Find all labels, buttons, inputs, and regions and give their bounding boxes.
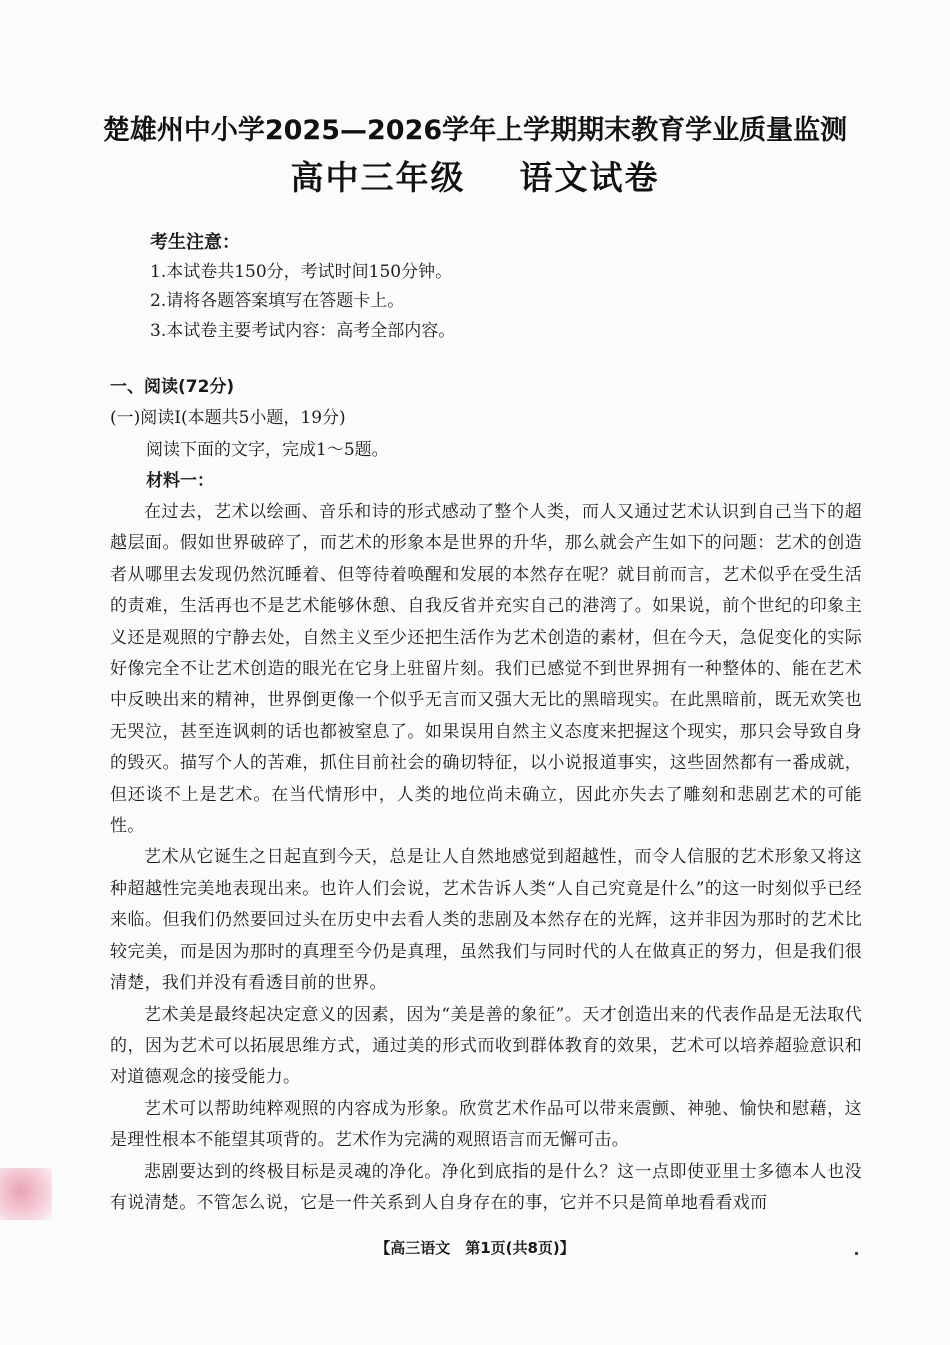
exam-title: 楚雄州中小学2025—2026学年上学期期末教育学业质量监测 [102,115,848,146]
passage-paragraph: 艺术美是最终起决定意义的因素，因为“美是善的象征”。天才创造出来的代表作品是无法取代的，因为艺术可以拓展思维方式，通过美的形式而收到群体教育的效果，艺术可以培养超验意识和对道德观念的接受能力。 [110,1004,862,1088]
reading-passage [110,497,862,1219]
part-title: 一、阅读(72分) [110,377,235,397]
notice-item: 2.请将各题答案填写在答题卡上。 [150,291,405,311]
material-label: 材料一： [146,471,214,491]
red-stamp-mark [0,1168,52,1220]
exam-subtitle: 高中三年级 语文试卷 [290,158,660,197]
passage-paragraph: 在过去，艺术以绘画、音乐和诗的形式感动了整个人类，而人又通过艺术认识到自己当下的超越层面。假如世界破碎了，而艺术的形象本是世界的升华，那么就会产生如下的问题：艺术的创造者从哪里去发现仍然沉睡着、但等待着唤醒和发展的本然存在呢？就目前而言，艺术似乎在受生活的责难，生活再也不是艺术能够休憩、自我反省并充实自己的港湾了。如果说，前个世纪的印象主义还是观照的宁静去处，自然主义至少还把生活作为艺术创造的素材，但在今天，急促变化的实际好像完全不让艺术创造的眼光在它身上驻留片刻。我们已感觉不到世界拥有一种整体的、能在艺术中反映出来的精神，世界倒更像一个似乎无言而又强大无比的黑暗现实。在此黑暗前，既无欢笑也无哭泣，甚至连讽刺的话也都被窒息了。如果误用自然主义态度来把握这个现实，那只会导致自身的毁灭。描写个人的苦难，抓住目前社会的确切特征，以小说报道事实，这些固然都有一番成就，但还谈不上是艺术。在当代情形中，人类的地位尚未确立，因此亦失去了雕刻和悲剧艺术的可能性。 [110,502,862,837]
notice-heading: 考生注意： [150,232,240,253]
passage-paragraph: 悲剧要达到的终极目标是灵魂的净化。净化到底指的是什么？这一点即使亚里士多德本人也没有说清楚。不管怎么说，它是一件关系到人自身存在的事，它并不只是简单地看看戏而 [110,1161,862,1213]
reading-instruction: 阅读下面的文字，完成1～5题。 [146,440,389,460]
sub-section-title: (一)阅读Ⅰ(本题共5小题，19分) [110,408,346,428]
page-footer: 【高三语文 第1页(共8页)】 [375,1239,575,1257]
passage-paragraph: 艺术从它诞生之日起直到今天，总是让人自然地感觉到超越性，而令人信服的艺术形象又将这种超越性完美地表现出来。也许人们会说，艺术告诉人类“人自己究竟是什么”的这一时刻似乎已经来临。但我们仍然要回过头在历史中去看人类的悲剧及本然存在的光辉，这并非因为那时的艺术比较完美，而是因为那时的真理至今仍是真理，虽然我们与同时代的人在做真正的努力，但是我们很清楚，我们并没有看透目前的世界。 [110,847,862,994]
notice-item: 3.本试卷主要考试内容：高考全部内容。 [150,320,456,341]
candidate-notice [150,228,455,346]
passage-paragraph: 艺术可以帮助纯粹观照的内容成为形象。欣赏艺术作品可以带来震颤、神驰、愉快和慰藉，这是理性根本不能望其项背的。艺术作为完满的观照语言而无懈可击。 [110,1098,862,1151]
notice-item: 1.本试卷共150分，考试时间150分钟。 [150,261,453,282]
